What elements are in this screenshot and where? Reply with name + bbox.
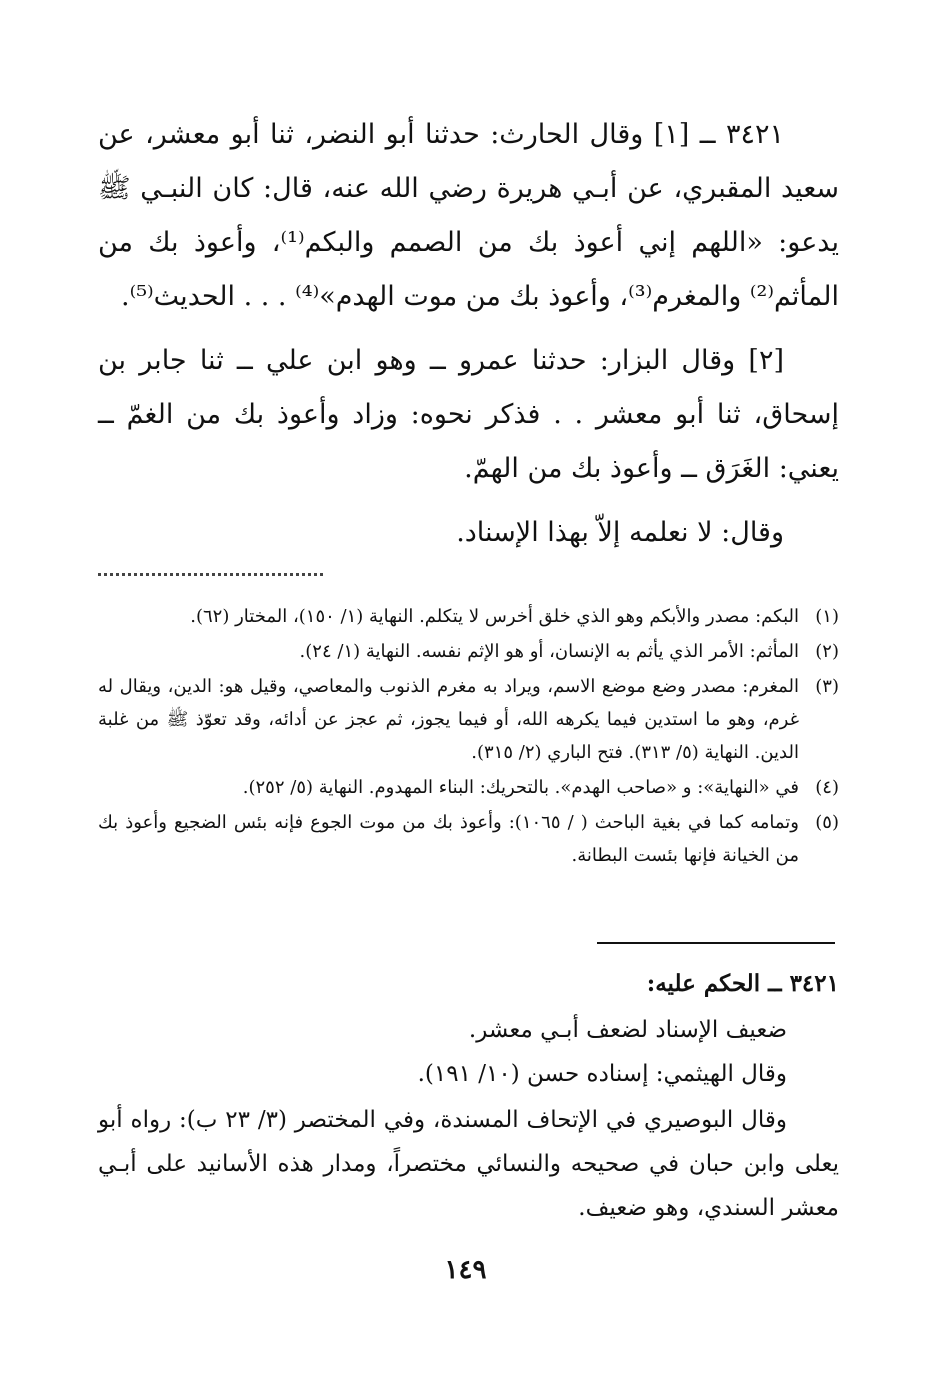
footnote-item bbox=[98, 771, 839, 804]
footnote-number: (٤) bbox=[815, 777, 839, 798]
main-text bbox=[98, 108, 839, 560]
verdict-heading: ٣٤٢١ ــ الحكم عليه: bbox=[646, 970, 839, 997]
footnote-text: في «النهاية»: و «صاحب الهدم». بالتحريك: البناء المهدوم. النهاية (٥/ ٢٥٢). bbox=[242, 777, 799, 798]
footnote-number: (١) bbox=[815, 606, 839, 627]
footnote-separator bbox=[98, 573, 323, 576]
verdict-line: ضعيف الإسناد لضعف أبـي معشر. bbox=[468, 1017, 787, 1043]
footnotes bbox=[98, 600, 839, 874]
footnote-number: (٣) bbox=[815, 676, 839, 697]
footnote-item bbox=[98, 635, 839, 668]
footnote-item bbox=[98, 670, 839, 769]
footnote-item bbox=[98, 806, 839, 872]
footnote-text: وتمامه كما في بغية الباحث ( / ١٠٦٥): وأعوذ بك من موت الجوع فإنه بئس الضجيع وأعوذ بك من الخيانة فإنها بئست البطانة. bbox=[98, 812, 799, 866]
footnote-number: (٥) bbox=[815, 812, 839, 833]
section-rule bbox=[597, 942, 835, 944]
verdict-paragraph: وقال البوصيري في الإتحاف المسندة، وفي المختصر (٣/ ٢٣ ب): رواه أبو يعلى وابن حبان في صحيحه والنسائي مختصراً، ومدار هذه الأسانيد على أبـي معشر السندي، وهو ضعيف. bbox=[98, 1107, 839, 1221]
footnote-text: البكم: مصدر والأبكم وهو الذي خلق أخرس لا يتكلم. النهاية (١/ ١٥٠)، المختار (٦٢). bbox=[190, 606, 799, 627]
footnote-item bbox=[98, 600, 839, 633]
verdict-section bbox=[98, 962, 839, 1230]
hadith-paragraph-2: [٢] وقال البزار: حدثنا عمرو ــ وهو ابن علي ــ ثنا جابر بن إسحاق، ثنا أبو معشر . . فذكر نحوه: وزاد وأعوذ بك من الغمّ ــ يعني: الغَرَق ــ وأعوذ بك من الهمّ. bbox=[98, 345, 839, 484]
footnote-number: (٢) bbox=[815, 641, 839, 662]
hadith-paragraph-1: ٣٤٢١ ــ [١] وقال الحارث: حدثنا أبو النضر، ثنا أبو معشر، عن سعيد المقبري، عن أبـي هريرة رضي الله عنه، قال: كان النبـي ﷺ يدعو: «اللهم إني أعوذ بك من الصمم والبكم⁽¹⁾، وأعوذ بك من المأثم⁽²⁾ والمغرم⁽³⁾، وأعوذ بك من موت الهدم»⁽⁴⁾ . . . الحديث⁽⁵⁾. bbox=[98, 119, 839, 312]
hadith-paragraph-3: وقال: لا نعلمه إلاّ بهذا الإسناد. bbox=[456, 517, 784, 548]
verdict-line: وقال الهيثمي: إسناده حسن (١٠/ ١٩١). bbox=[417, 1061, 787, 1087]
page-number: ١٤٩ bbox=[444, 1255, 487, 1285]
footnote-text: المغرم: مصدر وضع موضع الاسم، ويراد به مغرم الذنوب والمعاصي، وقيل هو: الدين، ويقال له غرم، وهو ما استدين فيما يكرهه الله، أو فيما يجوز، ثم عجز عن أدائه، وقد تعوّذ ﷺ من غلبة الدين. النهاية (٥/ ٣١٣). فتح الباري (٢/ ٣١٥). bbox=[98, 676, 799, 763]
footnote-text: المأثم: الأمر الذي يأثم به الإنسان، أو هو الإثم نفسه. النهاية (١/ ٢٤). bbox=[299, 641, 799, 662]
